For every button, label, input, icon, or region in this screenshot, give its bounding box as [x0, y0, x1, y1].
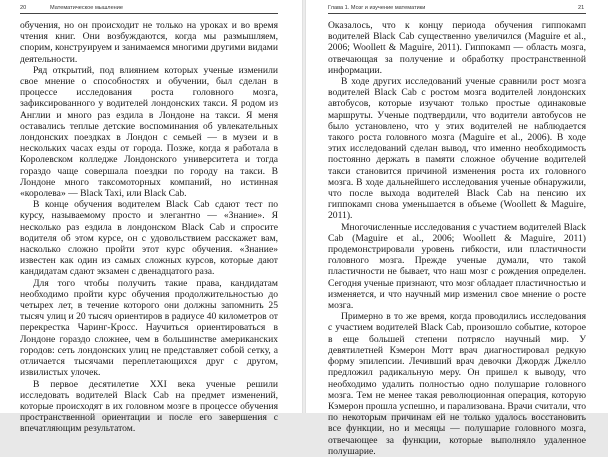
paragraph: В ходе других исследований ученые сравнили рост мозга водителей Black Cab с ростом мозга водителей лондонских автобусов, которые изучают только простые одинаковые маршруты. Ученые подтвердили, что водители автобусов не было установлено, что у этих водителей не наблюдается такого роста головного мозга (Maguire et al., 2006). В ходе этих исследований сделан вывод, что именно необходимость постоянно держать в памяти сложное обучение водителей такси становится причиной изменения роста их головного мозга. В ходе дальнейшего исследования ученые обнаружили, что после выхода водителей Black Cab на пенсию их гиппокамп снова уменьшается в объеме (Woollett & Maguire, 2011). — [328, 76, 586, 222]
running-head: Глава 1. Мозг и изучение математики — [328, 5, 426, 11]
header-rule — [328, 13, 586, 14]
page-number: 21 — [578, 5, 585, 11]
running-head: Математическое мышление — [50, 5, 124, 11]
right-page — [306, 0, 608, 457]
paragraph: Для того чтобы получить такие права, кандидатам необходимо пройти курс обучения продолжительностью до четырех лет, в течение которого они должны запомнить 25 тысяч улиц и 20 тысяч ориентиров в радиусе 40 километров от перекрестка Чаринг-Кросс. Научиться ориентироваться в Лондоне гораздо сложнее, чем в большинстве американских городов: сеть лондонских улиц не представляет собой сетку, а отличается тысячами переплетающихся друг с другом, извилистых улочек. — [20, 277, 278, 379]
header-rule — [20, 13, 278, 14]
paragraph: В конце обучения водителем Black Cab сдают тест по курсу, называемому просто и элегантно — «Знание». Я несколько раз ездила в лондонском Black Cab и спросите водителя об этом курсе, он с удовольствием расскажет вам, насколько сложно пройти этот курс обучения. «Знание» известен как один из самых сложных курсов, которые дают кандидатам сдают экзамен с двенадцатого раза. — [20, 199, 278, 278]
page-number: 20 — [20, 5, 27, 11]
paragraph: Примерно в то же время, когда проводились исследования с участием водителей Black Cab, произошло событие, которое в еще большей степени потрясло научный мир. У девятилетней Кэмерон Мотт врач диагностировал редкую форму эпилепсии. Лечивший врач девочки Джордж Джелло предложил радикальную меру. Он пришел к выводу, что необходимо удалить полностью одно полушарие головного мозга. Тем не менее такая революционная операция, которую Кэмерон прошла успешно, и парализована. Врачи считали, что по некоторым причинам ей не только удалось восстановить все функции, но и месяцы — полушарие головного мозга, отвечающее за функции, которые выполняло удаленное полушарие. — [328, 311, 586, 457]
paragraph: В первое десятилетие XXI века ученые решили исследовать водителей Black Cab на предмет изменений, которые происходят в их головном мозге в процессе обучения пространственной ориентации и после его завершения с впечатляющим результатом. — [20, 378, 278, 435]
page-body — [328, 20, 586, 457]
paragraph: Многочисленные исследования с участием водителей Black Cab (Maguire et al., 2006; Woollett & Maguire, 2011) продемонстрировали уровень гибкости, или пластичности головного мозга. Прежде ученые думали, что такой пластичности не бывает, что наш мозг с рождения определен. Сегодня ученые признают, что мозг обладает пластичностью и изменяется, и что научный мир изменил свое мнение о росте мозга. — [328, 221, 586, 312]
page-body — [20, 20, 278, 435]
paragraph: Ряд открытий, под влиянием которых ученые изменили свое мнение о способностях и обучении, был сделан в процессе исследования роста головного мозга, зафиксированного у водителей лондонских такси. Я родом из Англии и много раз ездила в Лондоне на такси. Я меня оставались теплые детские воспоминания об увлекательных лондонских поездках в Лондон с семьей — в музеи и в нескольких часах езды от города. Позже, когда я работала в Королевском колледже Лондонского университета и тогда гораздо чаще совершала поездки по городу на такси. В Лондоне много таксомоторных компаний, но истинная «королева» — Black Taxi, или Black Cab. — [20, 64, 278, 200]
left-page — [0, 0, 302, 435]
paragraph: обучения, но он происходит не только на уроках и во время чтения книг. Они возбуждаются, когда мы размышляем, спорим, конструируем и занимаемся многими другими видами деятельности. — [20, 20, 278, 65]
paragraph: Оказалось, что к концу периода обучения гиппокамп водителей Black Cab существенно увеличился (Maguire et al., 2006; Woollett & Maguire, 2011). Гиппокамп — область мозга, отвечающая за получение и обработку пространственной информации. — [328, 20, 586, 76]
